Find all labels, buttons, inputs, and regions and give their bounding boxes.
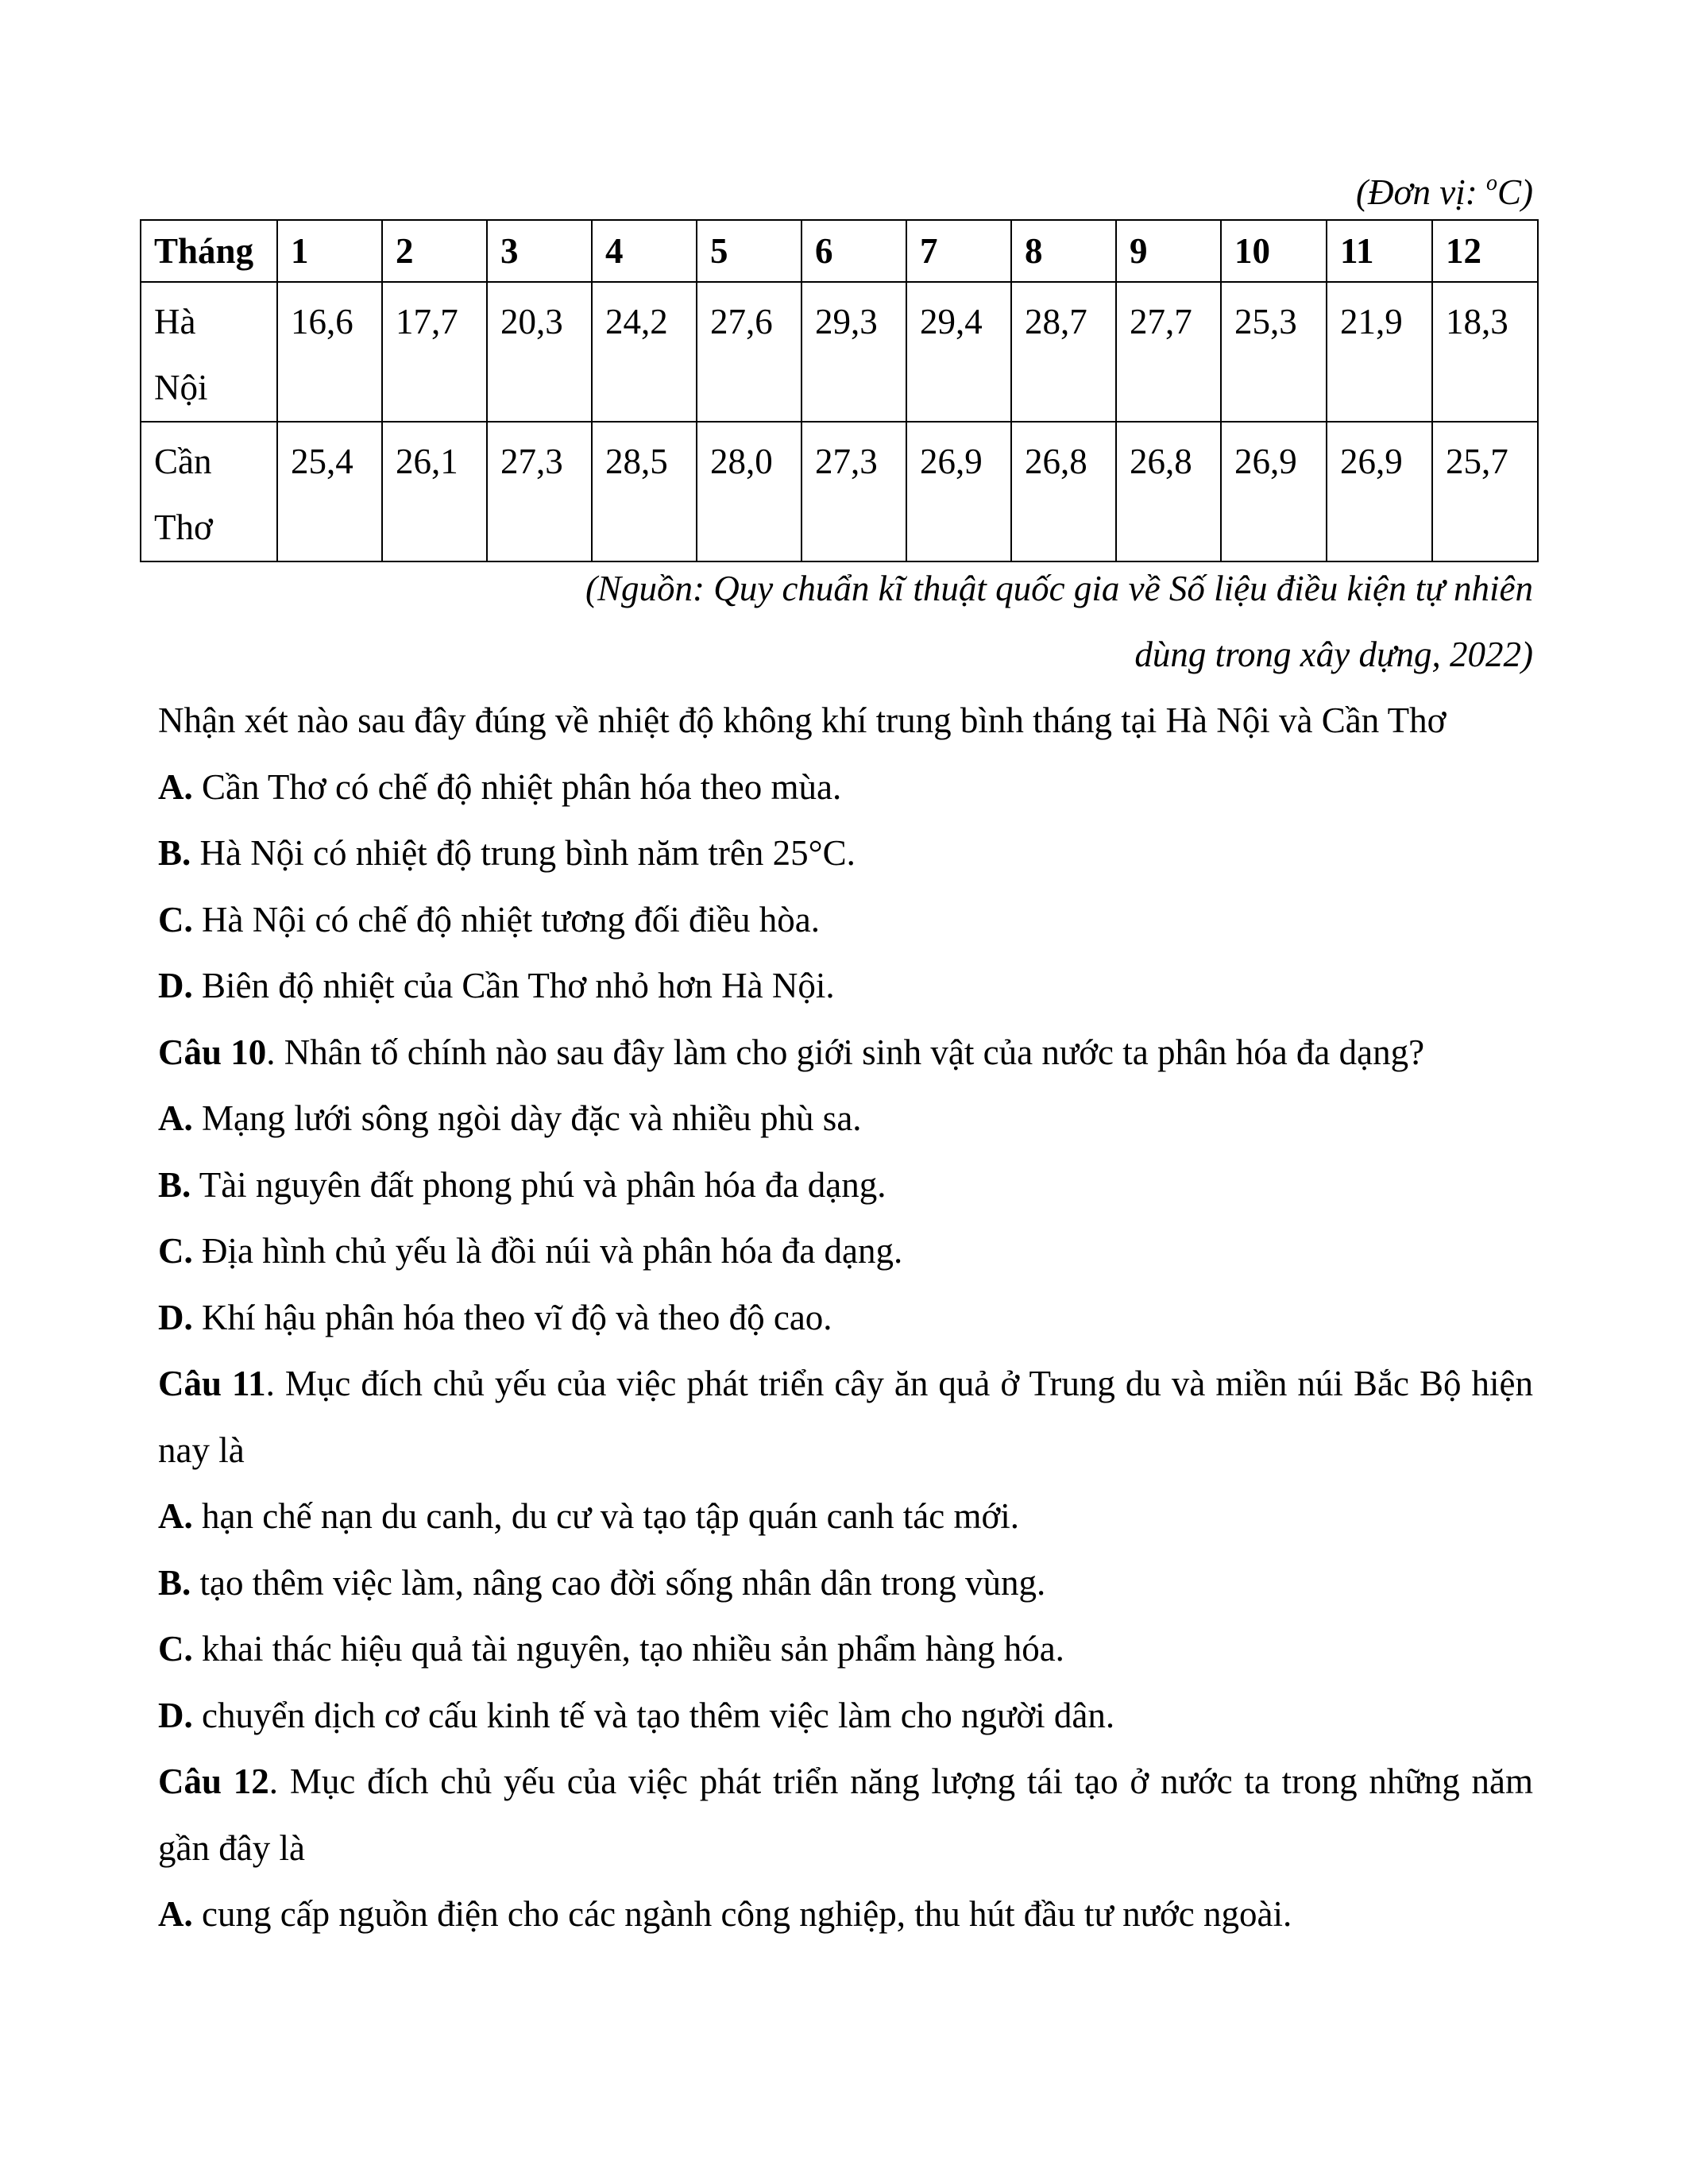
table-header-cell: 8 xyxy=(1011,220,1116,282)
table-cell: 26,9 xyxy=(1221,422,1327,561)
answer-option: C. Địa hình chủ yếu là đồi núi và phân hóa đa dạng. xyxy=(158,1231,903,1271)
question-10-stem: Câu 10. Nhân tố chính nào sau đây làm cho giới sinh vật của nước ta phân hóa đa dạng? xyxy=(158,1032,1425,1072)
table-cell: 21,9 xyxy=(1327,282,1432,422)
answer-option: A. Mạng lưới sông ngòi dày đặc và nhiều phù sa. xyxy=(158,1098,862,1138)
temperature-table xyxy=(140,219,1539,562)
table-header-cell: 7 xyxy=(906,220,1011,282)
table-cell: 26,8 xyxy=(1116,422,1221,561)
answer-option: B. tạo thêm việc làm, nâng cao đời sống nhân dân trong vùng. xyxy=(158,1562,1046,1603)
table-cell: 27,3 xyxy=(487,422,592,561)
table-cell: 26,9 xyxy=(906,422,1011,561)
table-cell: 28,7 xyxy=(1011,282,1116,422)
answer-option: B. Tài nguyên đất phong phú và phân hóa đa dạng. xyxy=(158,1164,886,1205)
table-cell: 27,6 xyxy=(697,282,802,422)
row-label-hanoi: Hà Nội xyxy=(141,282,277,422)
table-header-row xyxy=(141,220,1538,282)
table-cell: 27,3 xyxy=(802,422,906,561)
table-cell: 25,3 xyxy=(1221,282,1327,422)
table-cell: 25,7 xyxy=(1432,422,1538,561)
answer-option: A. hạn chế nạn du canh, du cư và tạo tập quán canh tác mới. xyxy=(158,1496,1020,1536)
table-header-cell: 12 xyxy=(1432,220,1538,282)
question-11-stem: Câu 11. Mục đích chủ yếu của việc phát triển cây ăn quả ở Trung du và miền núi Bắc Bộ hiện nay là xyxy=(158,1364,1534,1470)
table-cell: 29,3 xyxy=(802,282,906,422)
table-cell: 26,1 xyxy=(382,422,487,561)
table-header-cell: 10 xyxy=(1221,220,1327,282)
table-header-cell: Tháng xyxy=(141,220,277,282)
table-cell: 27,7 xyxy=(1116,282,1221,422)
unit-note: (Đơn vị: $^o$C) xyxy=(1356,171,1533,212)
answer-option: C. Hà Nội có chế độ nhiệt tương đối điều hòa. xyxy=(158,899,821,940)
table-cell: 25,4 xyxy=(277,422,382,561)
table-cell: 28,0 xyxy=(697,422,802,561)
table-header-cell: 2 xyxy=(382,220,487,282)
table-cell: 26,8 xyxy=(1011,422,1116,561)
table-cell: 17,7 xyxy=(382,282,487,422)
answer-option: B. Hà Nội có nhiệt độ trung bình năm trên 25°C. xyxy=(158,833,856,873)
table-header-cell: 11 xyxy=(1327,220,1432,282)
answer-option: D. chuyển dịch cơ cấu kinh tế và tạo thêm việc làm cho người dân. xyxy=(158,1695,1115,1735)
row-label-cantho: Cần Thơ xyxy=(141,422,277,561)
answer-option: D. Khí hậu phân hóa theo vĩ độ và theo độ cao. xyxy=(158,1297,832,1337)
table-cell: 24,2 xyxy=(592,282,697,422)
table-cell: 28,5 xyxy=(592,422,697,561)
table-header-cell: 6 xyxy=(802,220,906,282)
question-body xyxy=(158,688,1533,1948)
table-header-cell: 4 xyxy=(592,220,697,282)
table-cell: 20,3 xyxy=(487,282,592,422)
table-row xyxy=(141,422,1538,561)
table-row xyxy=(141,282,1538,422)
table-header-cell: 3 xyxy=(487,220,592,282)
table-cell: 18,3 xyxy=(1432,282,1538,422)
answer-option: D. Biên độ nhiệt của Cần Thơ nhỏ hơn Hà Nội. xyxy=(158,966,835,1005)
question-12-stem: Câu 12. Mục đích chủ yếu của việc phát triển năng lượng tái tạo ở nước ta trong những năm gần đây là xyxy=(158,1761,1533,1868)
question-9-stem: Nhận xét nào sau đây đúng về nhiệt độ không khí trung bình tháng tại Hà Nội và Cần Thơ xyxy=(158,700,1447,740)
table-header-cell: 5 xyxy=(697,220,802,282)
answer-option: C. khai thác hiệu quả tài nguyên, tạo nhiều sản phẩm hàng hóa. xyxy=(158,1629,1064,1669)
answer-option: A. Cần Thơ có chế độ nhiệt phân hóa theo mùa. xyxy=(158,766,842,807)
table-source-note: (Nguồn: Quy chuẩn kĩ thuật quốc gia về Số liệu điều kiện tự nhiên dùng trong xây dựng, 2022) xyxy=(585,569,1533,674)
table-cell: 26,9 xyxy=(1327,422,1432,561)
answer-option: A. cung cấp nguồn điện cho các ngành công nghiệp, thu hút đầu tư nước ngoài. xyxy=(158,1894,1292,1934)
table-cell: 29,4 xyxy=(906,282,1011,422)
table-header-cell: 9 xyxy=(1116,220,1221,282)
table-cell: 16,6 xyxy=(277,282,382,422)
table-header-cell: 1 xyxy=(277,220,382,282)
